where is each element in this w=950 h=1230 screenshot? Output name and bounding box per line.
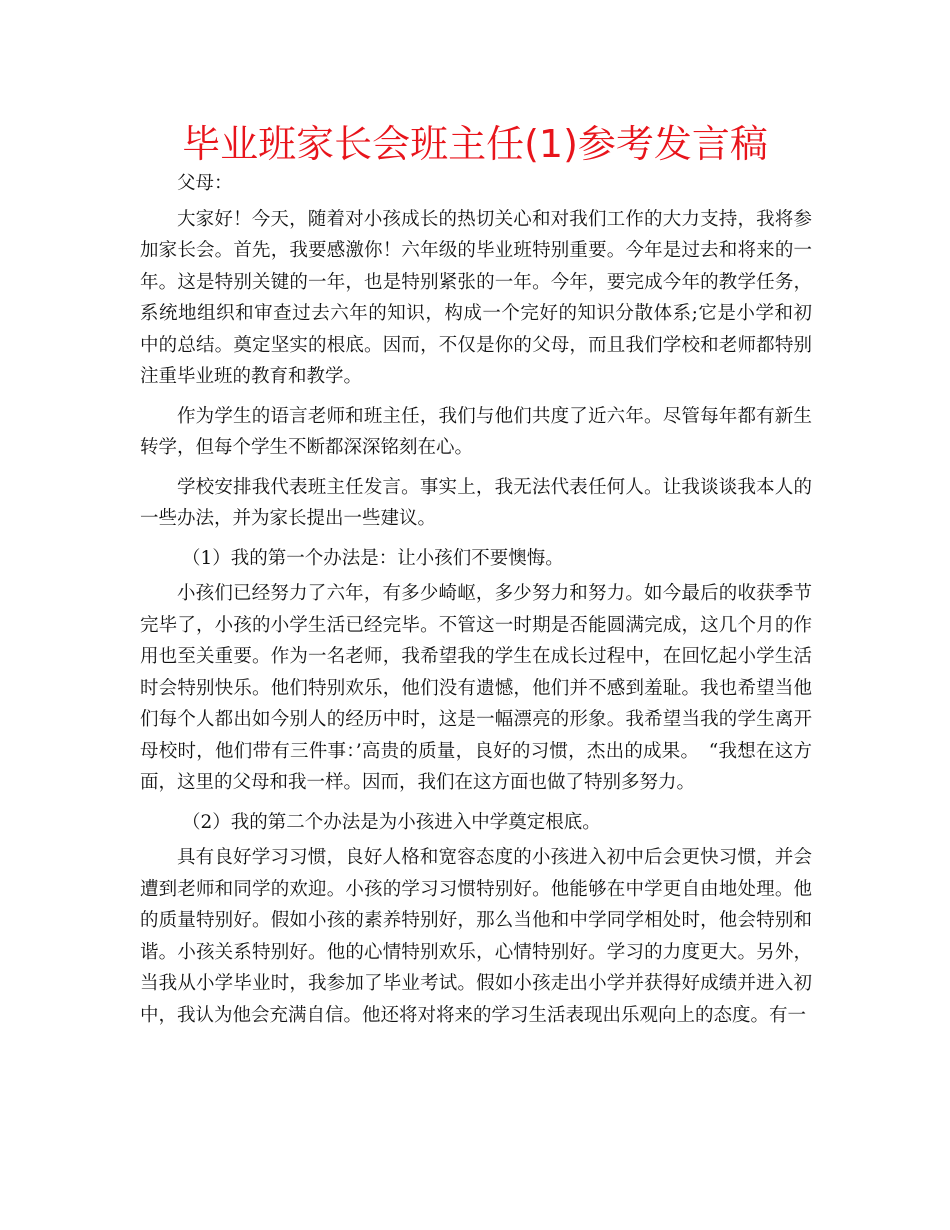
body-paragraph: 学校安排我代表班主任发言。事实上，我无法代表任何人。让我谈谈我本人的一些办法，并为家长提出一些建议。 <box>140 476 812 529</box>
body-paragraph: 小孩们已经努力了六年，有多少崎岖，多少努力和努力。如今最后的收获季节完毕了，小孩的小学生活已经完毕。不管这一时期是否能圆满完成，这几个月的作用也至关重要。作为一名老师，我希望我的学生在成长过程中，在回忆起小学生活时会特别快乐。他们特别欢乐，他们没有遗憾，他们并不感到羞耻。我也希望当他们每个人都出如今别人的经历中时，这是一幅漂亮的形象。我希望当我的学生离开母校时，他们带有三件事：’高贵的质量，良好的习惯，杰出的成果。 “我想在这方面，这里的父母和我一样。因而，我们在这方面也做了特别多努力。 <box>140 583 812 793</box>
point-heading: （2）我的第二个办法是为小孩进入中学奠定根底。 <box>182 811 601 833</box>
document-body <box>140 168 812 1039</box>
body-paragraph: 作为学生的语言老师和班主任，我们与他们共度了近六年。尽管每年都有新生转学，但每个学生不断都深深铭刻在心。 <box>140 405 812 458</box>
body-paragraph: 具有良好学习习惯，良好人格和宽容态度的小孩进入初中后会更快习惯，并会遭到老师和同学的欢迎。小孩的学习习惯特别好。他能够在中学更自由地处理。他的质量特别好。假如小孩的素养特别好，那么当他和中学同学相处时，他会特别和谐。小孩关系特别好。他的心情特别欢乐，心情特别好。学习的力度更大。另外，当我从小学毕业时，我参加了毕业考试。假如小孩走出小学并获得好成绩并进入初中，我认为他会充满自信。他还将对将来的学习生活表现出乐观向上的态度。有一 <box>140 847 812 1026</box>
document-title: 毕业班家长会班主任(1)参考发言稿 <box>182 122 768 166</box>
point-heading: （1）我的第一个办法是：让小孩们不要懊悔。 <box>182 547 564 569</box>
salutation-paragraph: 父母： <box>177 173 233 194</box>
body-paragraph: 大家好！今天，随着对小孩成长的热切关心和对我们工作的大力支持，我将参加家长会。首先，我要感激你！六年级的毕业班特别重要。今年是过去和将来的一年。这是特别关键的一年，也是特别紧张的一年。今年，要完成今年的教学任务，系统地组织和审查过去六年的知识，构成一个完好的知识分散体系;它是小学和初中的总结。奠定坚实的根底。因而，不仅是你的父母，而且我们学校和老师都特别注重毕业班的教育和教学。 <box>140 208 812 387</box>
